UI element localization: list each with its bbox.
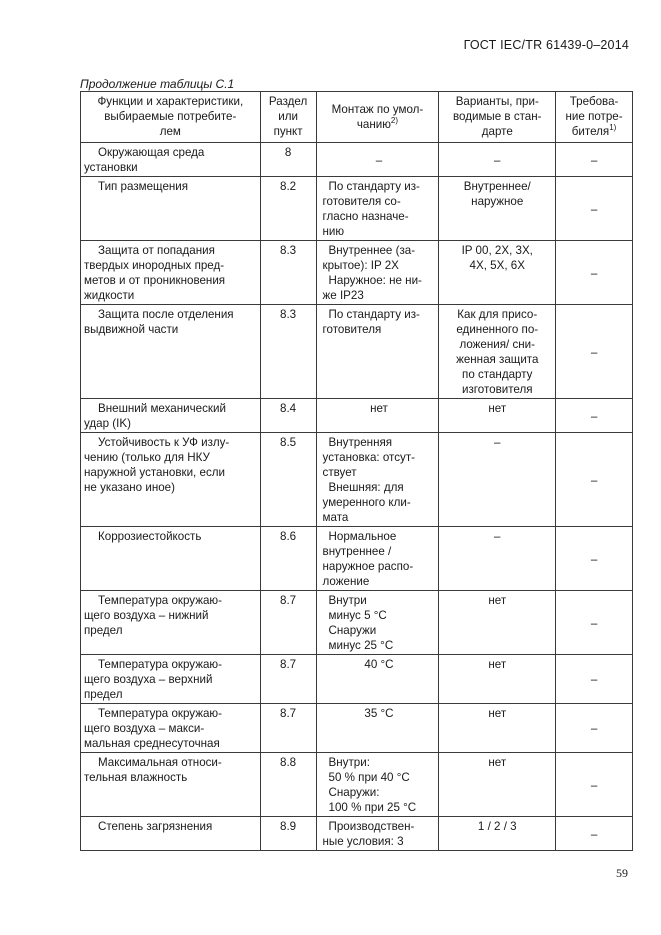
- table-row: [81, 753, 633, 817]
- cell-function: [81, 704, 261, 753]
- cell-text-line: Внутри:: [328, 756, 370, 769]
- column-header-default: [316, 92, 439, 143]
- cell-section: 8.7: [260, 704, 316, 753]
- cell-user-requirement: –: [556, 527, 633, 591]
- cell-text-line: предел: [84, 688, 123, 701]
- cell-standard-variants: [439, 433, 556, 527]
- cell-text-line: Температура окружаю-: [98, 594, 222, 607]
- cell-standard-variants: [439, 241, 556, 305]
- cell-text-line: наружное: [471, 195, 524, 208]
- cell-text-line: нет: [488, 756, 507, 769]
- cell-text-line: установка: отсут-: [322, 451, 415, 464]
- cell-standard-variants: [439, 399, 556, 433]
- cell-section: 8: [260, 143, 316, 177]
- cell-text-line: 4X, 5X, 6X: [469, 259, 525, 272]
- cell-text-line: Защита после отделения: [98, 308, 234, 321]
- cell-text-line: Температура окружаю-: [98, 707, 222, 720]
- cell-user-requirement: –: [556, 143, 633, 177]
- cell-text-line: Внешний механический: [98, 402, 226, 415]
- cell-user-requirement: –: [556, 433, 633, 527]
- cell-text-line: удар (IK): [84, 417, 131, 430]
- column-header-functions: [81, 92, 261, 143]
- cell-section: 8.9: [260, 817, 316, 851]
- cell-default-installation: [316, 817, 439, 851]
- cell-text-line: крытое): IP 2X: [322, 259, 399, 272]
- cell-standard-variants: [439, 591, 556, 655]
- table-header-row: [81, 92, 633, 143]
- cell-text-line: ные условия: 3: [322, 835, 404, 848]
- cell-text-line: по стандарту: [462, 368, 533, 381]
- cell-user-requirement: –: [556, 591, 633, 655]
- cell-text-line: нет: [488, 402, 507, 415]
- cell-user-requirement: –: [556, 399, 633, 433]
- table-row: [81, 241, 633, 305]
- cell-text-line: –: [494, 153, 501, 167]
- cell-text-line: Внутреннее (за-: [328, 244, 416, 257]
- cell-text-line: –: [494, 436, 501, 449]
- table-row: [81, 433, 633, 527]
- cell-text-line: не указано иное): [84, 481, 175, 494]
- header-text-line: бителя: [571, 125, 610, 138]
- cell-text-line: жидкости: [84, 289, 135, 302]
- cell-text-line: Снаружи:: [328, 786, 380, 799]
- cell-user-requirement: –: [556, 655, 633, 704]
- header-text-line: ние потре-: [565, 110, 623, 123]
- cell-text-line: По стандарту из-: [328, 308, 420, 321]
- table-row: [81, 704, 633, 753]
- cell-text-line: Окружающая среда: [98, 146, 205, 159]
- footnote-marker: 1): [609, 123, 617, 133]
- cell-section: 8.3: [260, 241, 316, 305]
- cell-section: 8.6: [260, 527, 316, 591]
- cell-function: [81, 305, 261, 399]
- cell-text-line: тельная влажность: [84, 771, 188, 784]
- cell-default-installation: [316, 753, 439, 817]
- cell-text-line: твердых инородных пред-: [84, 259, 225, 272]
- cell-user-requirement: –: [556, 241, 633, 305]
- cell-default-installation: [316, 655, 439, 704]
- header-text-line: Раздел: [268, 95, 308, 108]
- cell-function: [81, 817, 261, 851]
- cell-text-line: же IP23: [322, 289, 364, 302]
- cell-text-line: ствует: [322, 466, 357, 479]
- cell-user-requirement: –: [556, 305, 633, 399]
- cell-text-line: щего воздуха – нижний: [84, 609, 209, 622]
- cell-text-line: Производствен-: [328, 820, 415, 833]
- cell-text-line: IP 00, 2X, 3X,: [461, 244, 533, 257]
- cell-text-line: ложения/ сни-: [459, 338, 536, 351]
- header-text-line: Функции и характеристики,: [97, 95, 244, 108]
- cell-section: 8.8: [260, 753, 316, 817]
- table-row: [81, 817, 633, 851]
- cell-text-line: нет: [488, 707, 507, 720]
- cell-text-line: 50 % при 40 °С: [328, 771, 410, 784]
- cell-text-line: нию: [322, 225, 345, 238]
- cell-text-line: 100 % при 25 °С: [328, 801, 417, 814]
- cell-text-line: щего воздуха – верхний: [84, 673, 213, 686]
- cell-text-line: Внешняя: для: [328, 481, 404, 494]
- cell-text-line: 40 °С: [364, 658, 394, 671]
- cell-section: 8.5: [260, 433, 316, 527]
- table-row: [81, 143, 633, 177]
- cell-user-requirement: –: [556, 753, 633, 817]
- header-text-line: чанию: [356, 117, 391, 131]
- cell-text-line: предел: [84, 624, 123, 637]
- cell-text-line: –: [494, 530, 501, 543]
- cell-text-line: Внутри: [328, 594, 367, 607]
- cell-text-line: единенного по-: [456, 323, 539, 336]
- cell-text-line: метов и от проникновения: [84, 274, 226, 287]
- cell-default-installation: [316, 527, 439, 591]
- cell-default-installation: [316, 241, 439, 305]
- cell-user-requirement: –: [556, 704, 633, 753]
- cell-text-line: 1 / 2 / 3: [477, 820, 517, 833]
- cell-function: [81, 241, 261, 305]
- cell-function: [81, 143, 261, 177]
- cell-text-line: Снаружи: [328, 624, 377, 637]
- cell-default-installation: [316, 591, 439, 655]
- cell-text-line: Защита от попадания: [98, 244, 215, 257]
- cell-text-line: –: [375, 153, 383, 167]
- cell-default-installation: [316, 305, 439, 399]
- cell-section: 8.2: [260, 177, 316, 241]
- cell-text-line: нет: [370, 402, 388, 415]
- table-row: [81, 655, 633, 704]
- cell-text-line: По стандарту из-: [328, 180, 420, 193]
- cell-standard-variants: [439, 305, 556, 399]
- cell-text-line: Внутренняя: [328, 436, 393, 449]
- cell-default-installation: [316, 433, 439, 527]
- cell-text-line: гласно назначе-: [322, 210, 409, 223]
- header-text-line: Варианты, при-: [455, 95, 539, 108]
- cell-section: 8.7: [260, 591, 316, 655]
- cell-text-line: Степень загрязнения: [98, 820, 213, 833]
- cell-text-line: внутреннее /: [322, 545, 392, 558]
- cell-text-line: 35 °С: [364, 707, 394, 720]
- header-text-line: выбираемые потребите-: [104, 110, 237, 123]
- cell-text-line: умеренного кли-: [322, 496, 411, 509]
- cell-text-line: Максимальная относи-: [98, 756, 222, 769]
- table-row: [81, 591, 633, 655]
- document-header: ГОСТ IEC/TR 61439-0–2014: [463, 38, 629, 52]
- cell-text-line: наружное распо-: [322, 560, 414, 573]
- table-row: [81, 305, 633, 399]
- cell-standard-variants: [439, 655, 556, 704]
- cell-text-line: чению (только для НКУ: [84, 451, 210, 464]
- cell-text-line: щего воздуха – макси-: [84, 722, 205, 735]
- cell-text-line: нет: [488, 658, 507, 671]
- cell-text-line: минус 25 °С: [328, 639, 394, 652]
- header-text-line: Монтаж по умол-: [331, 102, 424, 116]
- table-row: [81, 527, 633, 591]
- cell-text-line: Наружное: не ни-: [328, 274, 422, 287]
- cell-standard-variants: [439, 527, 556, 591]
- cell-text-line: Тип размещения: [98, 180, 189, 193]
- cell-text-line: Коррозиестойкость: [98, 530, 202, 543]
- cell-text-line: Внутреннее/: [463, 180, 531, 193]
- cell-user-requirement: –: [556, 177, 633, 241]
- footnote-marker: 2): [390, 115, 399, 125]
- cell-standard-variants: [439, 704, 556, 753]
- header-text-line: или: [278, 110, 298, 123]
- cell-function: [81, 177, 261, 241]
- cell-section: 8.3: [260, 305, 316, 399]
- header-text-line: пункт: [273, 125, 303, 138]
- cell-text-line: Температура окружаю-: [98, 658, 222, 671]
- table-caption: Продолжение таблицы С.1: [80, 77, 235, 91]
- cell-text-line: Нормальное: [328, 530, 397, 543]
- cell-section: 8.7: [260, 655, 316, 704]
- cell-text-line: мальная среднесуточная: [84, 737, 220, 750]
- header-text-line: водимые в стан-: [453, 110, 542, 123]
- cell-text-line: женная защита: [456, 353, 539, 366]
- cell-standard-variants: [439, 143, 556, 177]
- header-text-line: лем: [159, 125, 181, 138]
- cell-text-line: Как для присо-: [457, 308, 538, 321]
- cell-text-line: наружной установки, если: [84, 466, 225, 479]
- header-text-line: Требова-: [569, 95, 619, 108]
- table-row: [81, 399, 633, 433]
- cell-function: [81, 433, 261, 527]
- cell-text-line: изготовителя: [462, 383, 533, 396]
- cell-standard-variants: [439, 753, 556, 817]
- requirements-table: [80, 91, 633, 851]
- cell-function: [81, 591, 261, 655]
- cell-default-installation: [316, 704, 439, 753]
- cell-text-line: установки: [84, 161, 138, 174]
- page-number: 59: [616, 866, 628, 880]
- cell-function: [81, 655, 261, 704]
- column-header-section: [260, 92, 316, 143]
- column-header-variants: [439, 92, 556, 143]
- cell-user-requirement: –: [556, 817, 633, 851]
- header-text-line: дарте: [481, 125, 513, 138]
- table-row: [81, 177, 633, 241]
- cell-function: [81, 527, 261, 591]
- cell-section: 8.4: [260, 399, 316, 433]
- cell-text-line: мата: [322, 511, 349, 524]
- cell-standard-variants: [439, 817, 556, 851]
- cell-text-line: Устойчивость к УФ излу-: [98, 436, 230, 449]
- cell-text-line: готовителя: [322, 323, 382, 336]
- cell-standard-variants: [439, 177, 556, 241]
- cell-text-line: минус 5 °С: [328, 609, 387, 622]
- cell-text-line: выдвижной части: [84, 323, 179, 336]
- cell-text-line: готовителя со-: [322, 195, 401, 208]
- cell-default-installation: [316, 177, 439, 241]
- cell-function: [81, 753, 261, 817]
- cell-default-installation: [316, 143, 439, 177]
- table-body: [81, 143, 633, 851]
- cell-function: [81, 399, 261, 433]
- cell-default-installation: [316, 399, 439, 433]
- cell-text-line: нет: [488, 594, 507, 607]
- column-header-requirement: [556, 92, 633, 143]
- cell-text-line: ложение: [322, 575, 370, 588]
